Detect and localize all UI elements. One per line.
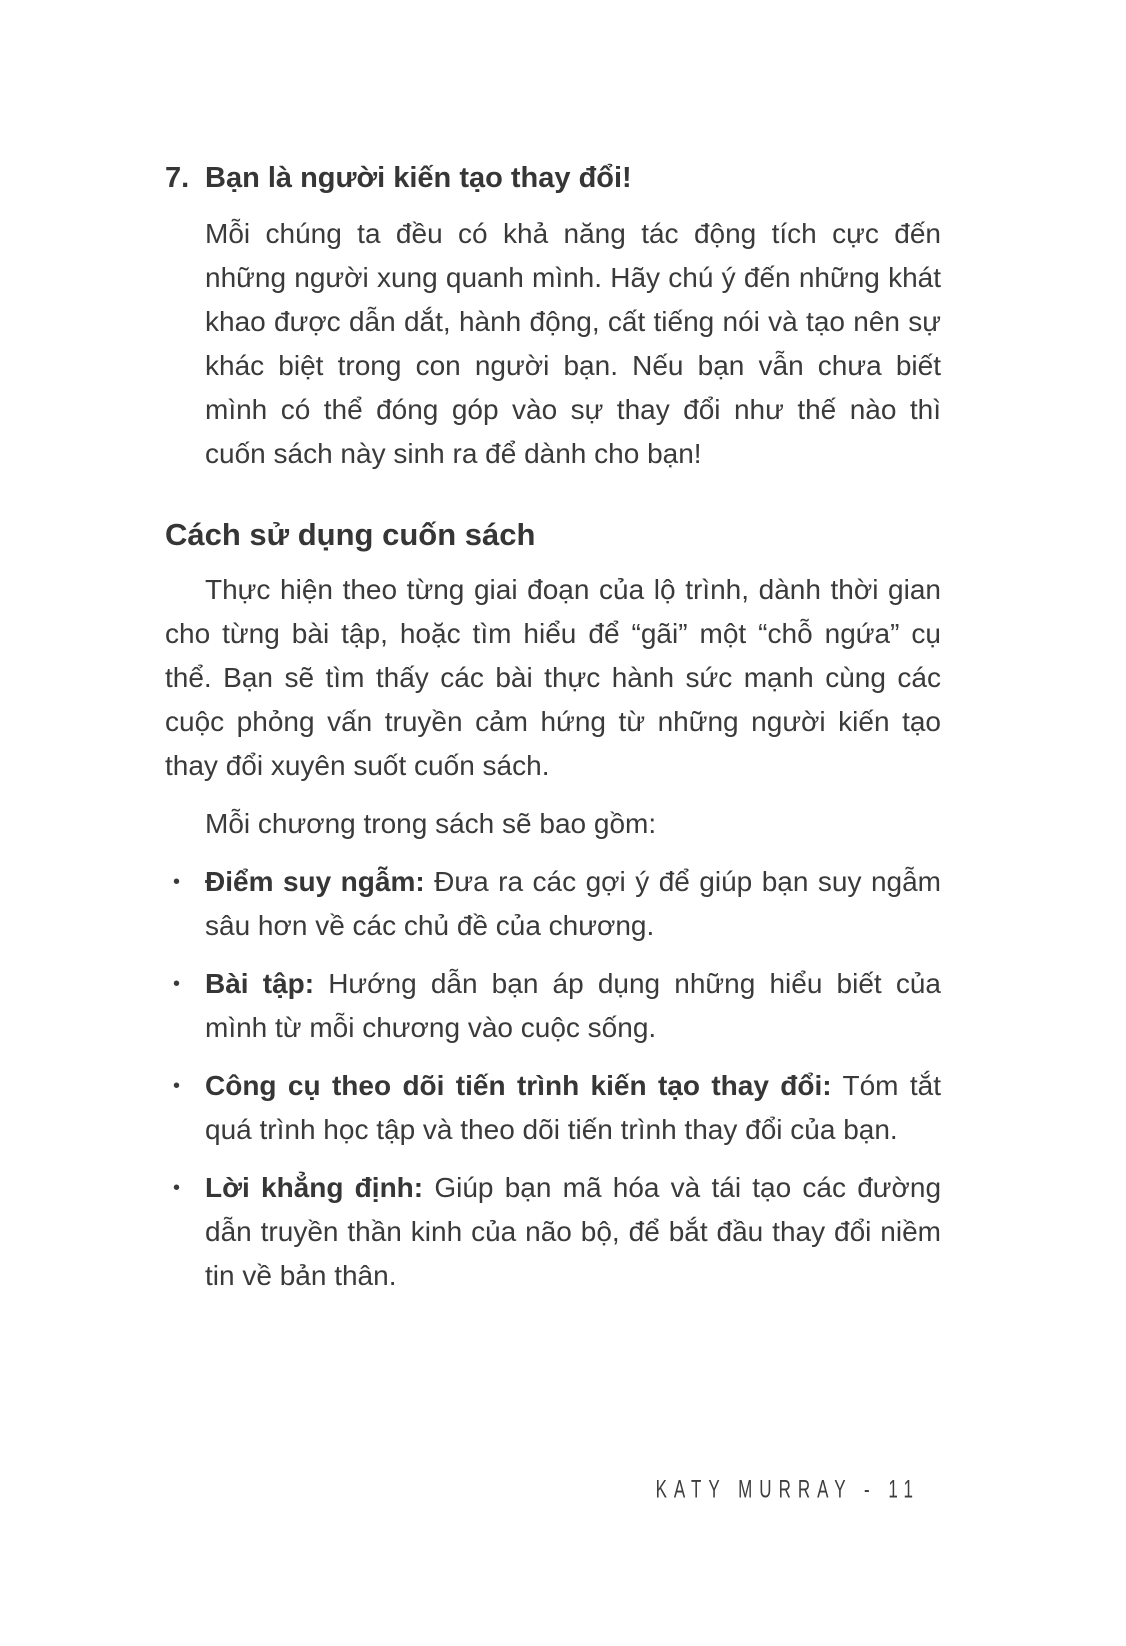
bullet-icon: • [173, 1177, 181, 1199]
bullet-text: Hướng dẫn bạn áp dụng những hiểu biết của mình từ mỗi chương vào cuộc sống. [205, 968, 941, 1043]
bullet-list [165, 860, 941, 1298]
page-content [165, 156, 941, 1298]
bullet-icon: • [173, 1075, 181, 1097]
bullet-icon: • [173, 973, 181, 995]
bullet-label: Bài tập: [205, 968, 315, 999]
bullet-item [165, 1064, 941, 1152]
bullet-label: Điểm suy ngẫm: [205, 866, 425, 897]
bullet-label: Công cụ theo dõi tiến trình kiến tạo thay đổi: [205, 1070, 832, 1101]
item-number: 7. [165, 162, 190, 194]
section-heading: Cách sử dụng cuốn sách [165, 517, 536, 552]
bullet-text: Đưa ra các gợi ý để giúp bạn suy ngẫm sâu hơn về các chủ đề của chương. [205, 866, 941, 941]
bullet-body [205, 1166, 941, 1298]
item-paragraph: Mỗi chúng ta đều có khả năng tác động tích cực đến những người xung quanh mình. Hãy chú ý đến những khát khao được dẫn dắt, hành động, cất tiếng nói và tạo nên sự khác biệt trong con người bạn. Nếu bạn vẫn chưa biết mình có thể đóng góp vào sự thay đổi như thế nào thì cuốn sách này sinh ra để dành cho bạn! [205, 218, 941, 469]
bullet-item [165, 1166, 941, 1298]
numbered-item-7 [165, 156, 941, 200]
bullet-text: Giúp bạn mã hóa và tái tạo các đường dẫn truyền thần kinh của não bộ, để bắt đầu thay đổi niềm tin về bản thân. [205, 1172, 942, 1291]
bullet-icon: • [173, 871, 181, 893]
bullet-item [165, 962, 941, 1050]
list-intro: Mỗi chương trong sách sẽ bao gồm: [205, 808, 657, 839]
bullet-text: Tóm tắt quá trình học tập và theo dõi tiến trình thay đổi của bạn. [205, 1070, 941, 1145]
bullet-body [205, 1064, 941, 1152]
page-footer: KATY MURRAY - 11 [655, 1475, 920, 1504]
bullet-body [205, 860, 941, 948]
bullet-body [205, 962, 941, 1050]
section-paragraph: Thực hiện theo từng giai đoạn của lộ trình, dành thời gian cho từng bài tập, hoặc tìm hiểu để “gãi” một “chỗ ngứa” cụ thể. Bạn sẽ tìm thấy các bài thực hành sức mạnh cùng các cuộc phỏng vấn truyền cảm hứng từ những người kiến tạo thay đổi xuyên suốt cuốn sách. [165, 574, 941, 781]
item-heading: Bạn là người kiến tạo thay đổi! [205, 162, 632, 194]
bullet-item [165, 860, 941, 948]
bullet-label: Lời khẳng định: [205, 1172, 424, 1203]
